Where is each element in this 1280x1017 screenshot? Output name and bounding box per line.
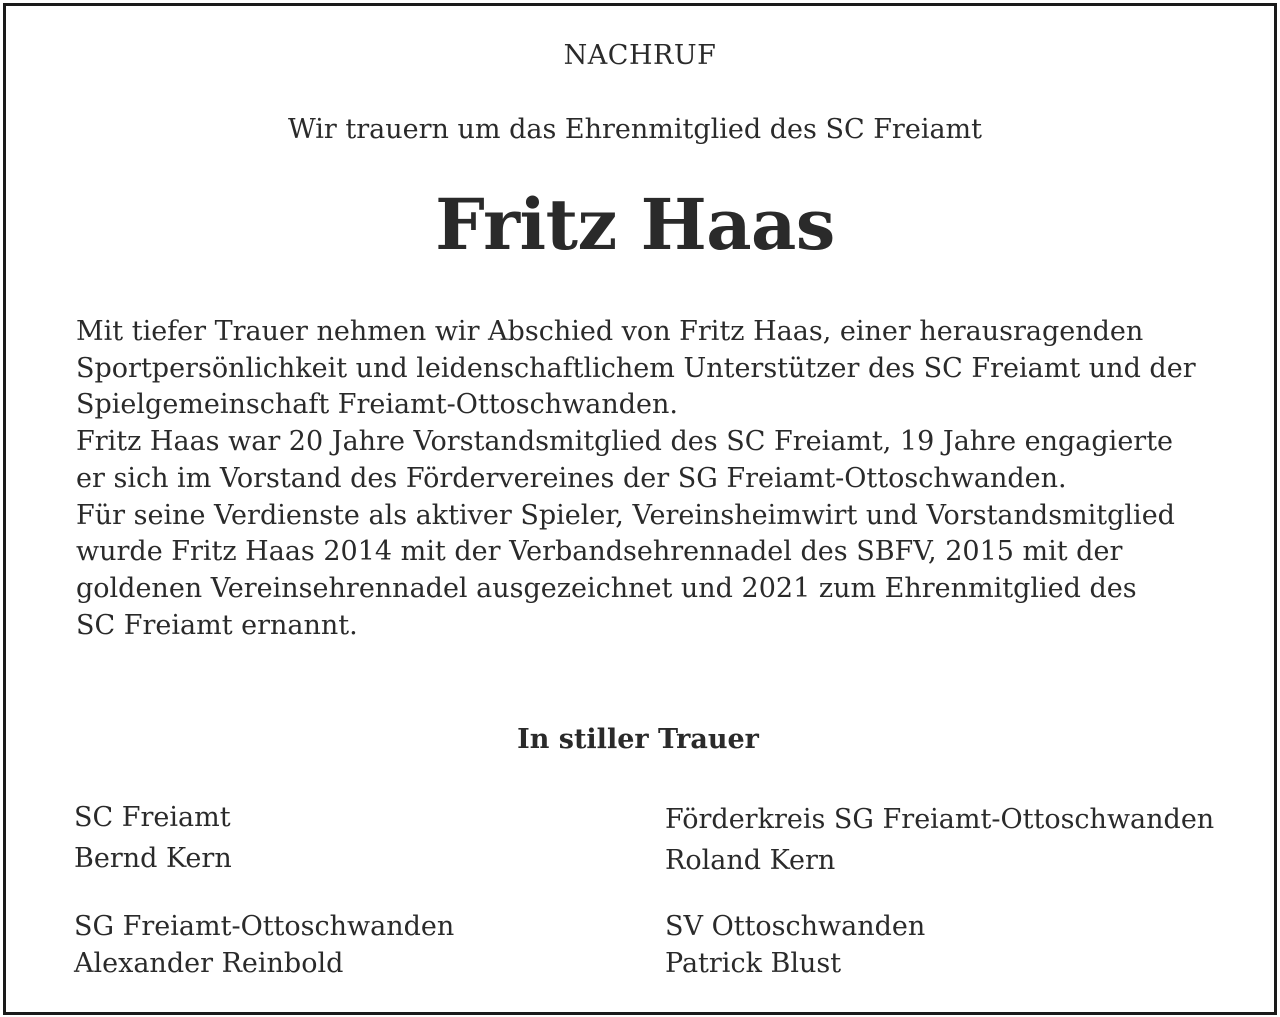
signatory-org: SC Freiamt — [74, 802, 231, 833]
body-line: Sportpersönlichkeit und leidenschaftlichem Unterstützer des SC Freiamt und der — [76, 352, 1196, 384]
body-line: SC Freiamt ernannt. — [76, 609, 358, 641]
signatory-org: Förderkreis SG Freiamt-Ottoschwanden — [665, 804, 1215, 835]
signatory-org: SG Freiamt-Ottoschwanden — [74, 911, 455, 942]
body-line: er sich im Vorstand des Fördervereines der SG Freiamt-Ottoschwanden. — [76, 462, 1067, 494]
closing-line: In stiller Trauer — [517, 724, 759, 755]
signatory-person: Alexander Reinbold — [74, 948, 344, 979]
signatory-person: Roland Kern — [665, 845, 836, 876]
signatory-block — [74, 908, 454, 982]
notice-body — [76, 314, 1196, 644]
body-line: goldenen Vereinsehrennadel ausgezeichnet und 2021 zum Ehrenmitglied des — [76, 572, 1137, 604]
signatory-org: SV Ottoschwanden — [665, 911, 926, 942]
body-line: Für seine Verdienste als aktiver Spieler, Vereinsheimwirt und Vorstandsmitglied — [76, 499, 1175, 531]
notice-heading: NACHRUF — [563, 40, 717, 71]
signatory-block — [665, 799, 1214, 881]
signatory-person: Bernd Kern — [74, 843, 232, 874]
notice-subtitle: Wir trauern um das Ehrenmitglied des SC Freiamt — [288, 114, 982, 145]
signatory-block — [74, 797, 232, 879]
body-line: Mit tiefer Trauer nehmen wir Abschied von Fritz Haas, einer herausragenden — [76, 316, 1144, 347]
signatory-block — [665, 908, 925, 982]
deceased-name: Fritz Haas — [435, 183, 835, 266]
body-line: Fritz Haas war 20 Jahre Vorstandsmitglied des SC Freiamt, 19 Jahre engagierte — [76, 426, 1174, 458]
body-line: wurde Fritz Haas 2014 mit der Verbandsehrennadel des SBFV, 2015 mit der — [76, 536, 1123, 568]
body-line: Spielgemeinschaft Freiamt-Ottoschwanden. — [76, 389, 679, 421]
signatory-person: Patrick Blust — [665, 948, 842, 979]
